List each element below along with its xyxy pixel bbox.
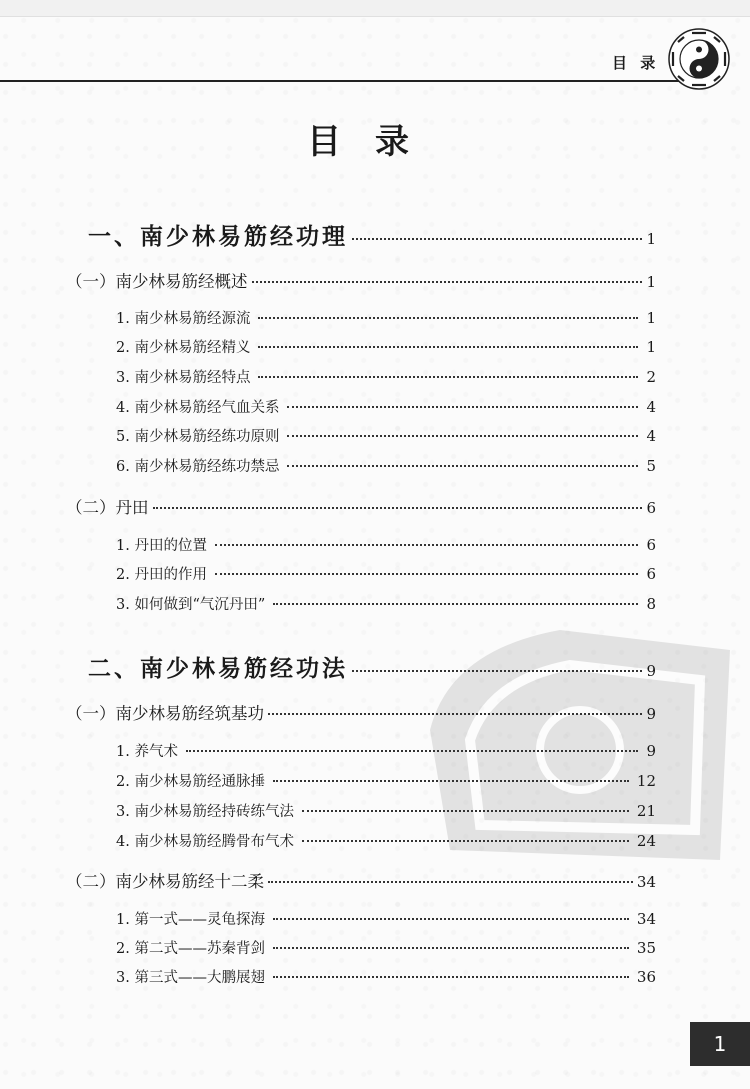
toc-entry-page: 1 — [646, 273, 656, 291]
leader-dots — [273, 780, 629, 782]
toc-entry-label: 2. 南少林易筋经精义 — [116, 340, 251, 356]
toc-entry[interactable] — [116, 396, 656, 417]
toc-entry-label: 2. 南少林易筋经通脉捶 — [116, 774, 265, 790]
page-number: 1 — [690, 1022, 750, 1066]
running-header-label: 目 录 — [612, 54, 660, 72]
toc-entry-label: 1. 第一式——灵龟探海 — [116, 912, 265, 928]
toc-entry[interactable] — [66, 494, 656, 518]
toc-entry[interactable] — [116, 455, 656, 476]
toc-entry-page: 1 — [646, 338, 656, 356]
toc-entry-label: 1. 养气术 — [116, 744, 178, 760]
leader-dots — [258, 346, 638, 348]
toc-entry-page: 6 — [646, 499, 656, 517]
leader-dots — [352, 670, 642, 672]
leader-dots — [258, 376, 638, 378]
toc-entry-label: 3. 第三式——大鹏展翅 — [116, 970, 265, 986]
toc-entry-page: 35 — [636, 939, 656, 957]
page-title: 目录 — [307, 122, 443, 162]
leader-dots — [302, 840, 629, 842]
toc-entry[interactable] — [116, 800, 656, 821]
toc-entry-page: 1 — [646, 309, 656, 327]
leader-dots — [215, 544, 639, 546]
toc-entry-page: 34 — [636, 910, 656, 928]
toc-entry[interactable] — [66, 868, 656, 892]
toc-entry[interactable] — [116, 425, 656, 446]
toc-entry[interactable] — [116, 563, 656, 584]
toc-entry-label: 2. 第二式——苏秦背剑 — [116, 941, 265, 957]
toc-entry-page: 8 — [646, 595, 656, 613]
toc-entry[interactable] — [66, 700, 656, 724]
toc-entry-page: 34 — [636, 873, 656, 891]
leader-dots — [258, 317, 638, 319]
toc-entry-page: 36 — [636, 968, 656, 986]
toc-entry-label: 1. 丹田的位置 — [116, 538, 207, 554]
toc-entry-label: 3. 南少林易筋经持砖练气法 — [116, 804, 294, 820]
toc-entry[interactable] — [116, 366, 656, 387]
toc-entry[interactable] — [116, 937, 656, 958]
toc-entry-label: 4. 南少林易筋经气血关系 — [116, 400, 280, 416]
toc-entry-label: （一）南少林易筋经筑基功 — [66, 704, 264, 723]
leader-dots — [273, 603, 638, 605]
toc-entry-label: 二、南少林易筋经功法 — [88, 656, 348, 682]
toc-entry-page: 5 — [646, 457, 656, 475]
toc-entry-label: 4. 南少林易筋经腾骨布气术 — [116, 834, 294, 850]
leader-dots — [273, 947, 629, 949]
leader-dots — [153, 507, 643, 509]
toc-entry[interactable] — [116, 966, 656, 987]
toc-entry[interactable] — [116, 740, 656, 761]
toc-entry[interactable] — [116, 908, 656, 929]
toc-entry[interactable] — [66, 268, 656, 292]
toc-entry[interactable] — [116, 593, 656, 614]
toc-entry-label: （一）南少林易筋经概述 — [66, 272, 248, 291]
toc-entry-page: 2 — [646, 368, 656, 386]
leader-dots — [287, 465, 638, 467]
toc-entry-label: 6. 南少林易筋经练功禁忌 — [116, 459, 280, 475]
toc-entry-label: 2. 丹田的作用 — [116, 567, 207, 583]
toc-entry-page: 9 — [646, 742, 656, 760]
toc-entry-page: 4 — [646, 398, 656, 416]
toc-entry-page: 24 — [636, 832, 656, 850]
toc-entry[interactable] — [88, 218, 656, 251]
leader-dots — [273, 976, 629, 978]
leader-dots — [268, 713, 642, 715]
toc-entry-label: 5. 南少林易筋经练功原则 — [116, 429, 280, 445]
toc-entry-label: （二）丹田 — [66, 498, 149, 517]
toc-entry-page: 12 — [636, 772, 656, 790]
toc-entry-label: 3. 南少林易筋经特点 — [116, 370, 251, 386]
toc-entry-page: 4 — [646, 427, 656, 445]
toc-entry-label: 1. 南少林易筋经源流 — [116, 311, 251, 327]
leader-dots — [215, 573, 639, 575]
toc-entry-label: （二）南少林易筋经十二柔 — [66, 872, 264, 891]
leader-dots — [287, 435, 638, 437]
toc-entry[interactable] — [116, 534, 656, 555]
toc-entry-page: 6 — [646, 565, 656, 583]
toc-entry[interactable] — [116, 770, 656, 791]
leader-dots — [186, 750, 639, 752]
toc-entry[interactable] — [116, 830, 656, 851]
toc-entry-label: 3. 如何做到“气沉丹田” — [116, 597, 266, 613]
toc-entry[interactable] — [116, 336, 656, 357]
toc-entry[interactable] — [116, 307, 656, 328]
toc-entry-label: 一、南少林易筋经功理 — [88, 224, 348, 250]
leader-dots — [273, 918, 629, 920]
leader-dots — [352, 238, 642, 240]
toc-entry[interactable] — [88, 650, 656, 683]
leader-dots — [302, 810, 629, 812]
toc-entry-page: 1 — [646, 230, 656, 248]
leader-dots — [268, 881, 633, 883]
toc-entry-page: 21 — [636, 802, 656, 820]
leader-dots — [252, 281, 643, 283]
toc-entry-page: 9 — [646, 662, 656, 680]
toc-entry-page: 6 — [646, 536, 656, 554]
leader-dots — [287, 406, 638, 408]
toc-entry-page: 9 — [646, 705, 656, 723]
